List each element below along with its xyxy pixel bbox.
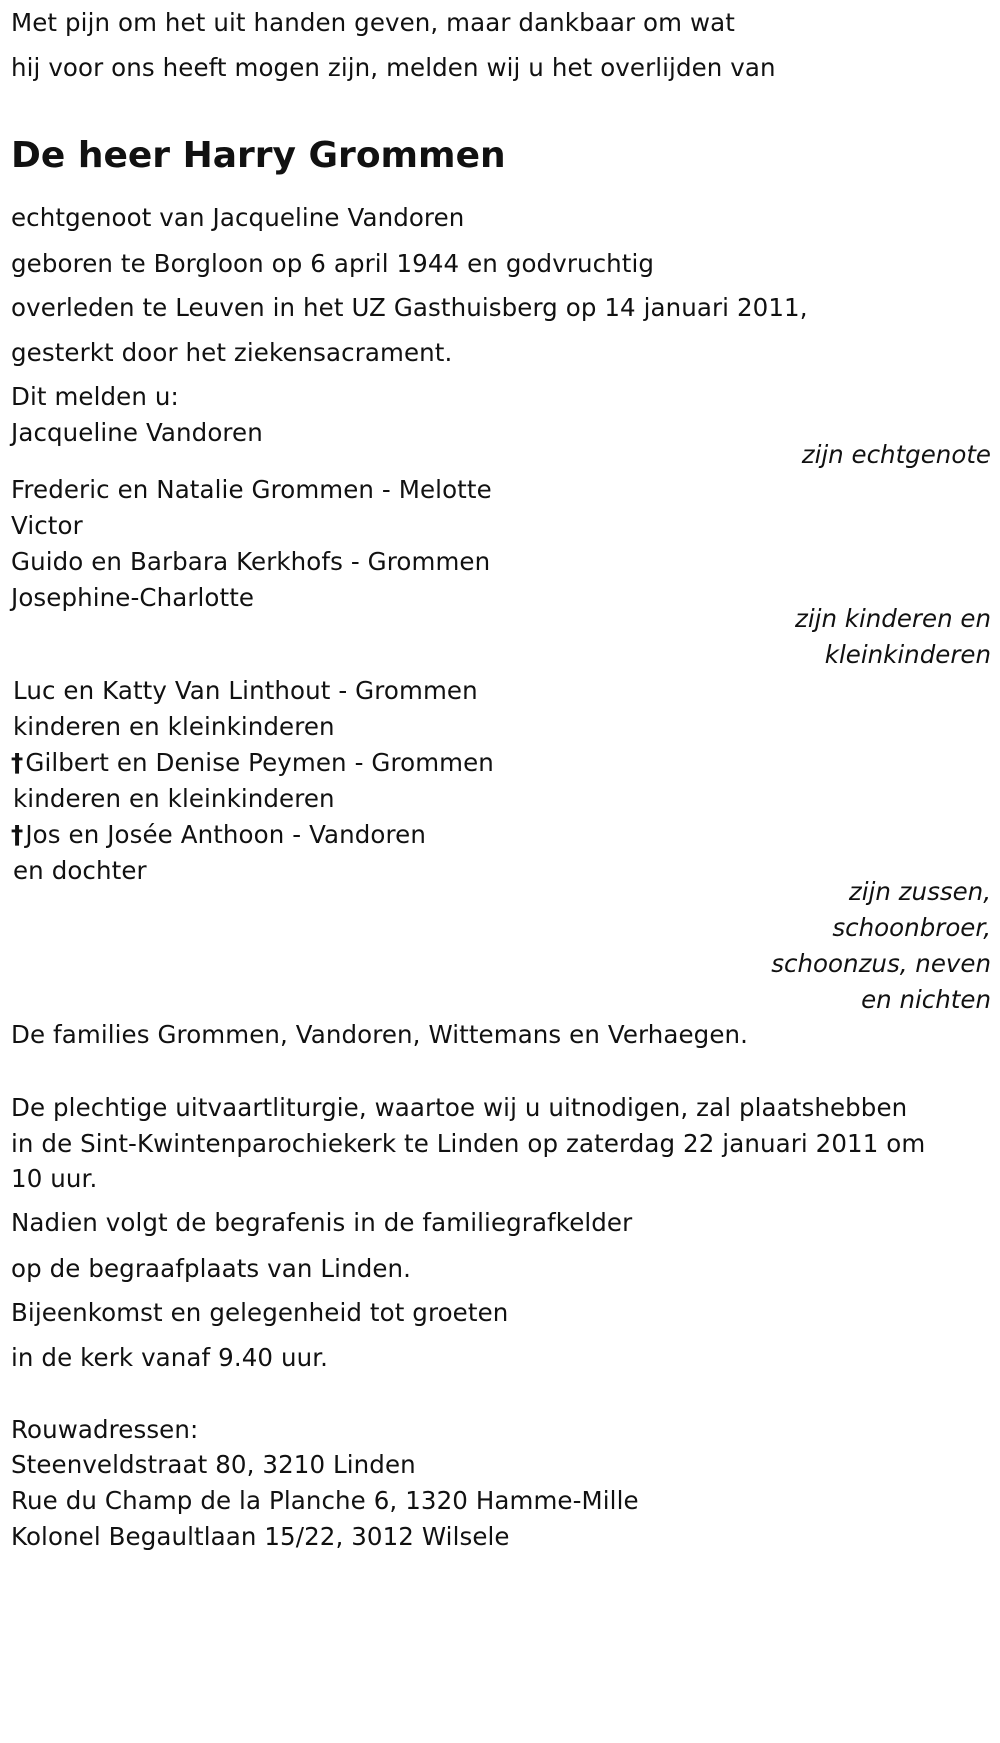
detail-line: gesterkt door het ziekensacrament.: [11, 338, 453, 367]
children-line: Guido en Barbara Kerkhofs - Grommen: [11, 547, 491, 576]
children-line: Frederic en Natalie Grommen - Melotte: [11, 475, 492, 504]
sibling-line: kinderen en kleinkinderen: [13, 712, 335, 741]
siblings-relation: schoonbroer,: [832, 913, 991, 942]
families-line: De families Grommen, Vandoren, Wittemans en Verhaegen.: [11, 1020, 749, 1049]
spouse-name: Jacqueline Vandoren: [11, 418, 263, 447]
children-relation: kleinkinderen: [824, 640, 991, 669]
children-line: Victor: [11, 511, 83, 540]
liturgy-line: De plechtige uitvaartliturgie, waartoe wij u uitnodigen, zal plaatshebben: [11, 1093, 908, 1122]
sibling-line: kinderen en kleinkinderen: [13, 784, 335, 813]
cross-symbol: †: [11, 748, 24, 777]
liturgy-line: in de Sint-Kwintenparochiekerk te Linden op zaterdag 22 januari 2011 om: [11, 1129, 926, 1158]
children-relation: zijn kinderen en: [795, 604, 991, 633]
burial-line: Bijeenkomst en gelegenheid tot groeten: [11, 1298, 509, 1327]
sibling-line: †Jos en Josée Anthoon - Vandoren: [11, 820, 426, 849]
address-line: Rue du Champ de la Planche 6, 1320 Hamme-Mille: [11, 1486, 639, 1515]
spouse-relation: zijn echtgenote: [801, 440, 991, 469]
announce-label: Dit melden u:: [11, 382, 179, 411]
intro-line: hij voor ons heeft mogen zijn, melden wij u het overlijden van: [11, 53, 776, 82]
burial-line: op de begraafplaats van Linden.: [11, 1254, 412, 1283]
children-line: Josephine-Charlotte: [11, 583, 255, 612]
liturgy-line: 10 uur.: [11, 1164, 98, 1193]
address-line: Kolonel Begaultlaan 15/22, 3012 Wilsele: [11, 1522, 510, 1551]
detail-line: geboren te Borgloon op 6 april 1944 en godvruchtig: [11, 249, 655, 278]
siblings-relation: en nichten: [861, 985, 991, 1014]
sibling-line: en dochter: [13, 856, 147, 885]
detail-line: overleden te Leuven in het UZ Gasthuisberg op 14 januari 2011,: [11, 293, 808, 322]
detail-line: echtgenoot van Jacqueline Vandoren: [11, 203, 465, 232]
deceased-name: De heer Harry Grommen: [11, 135, 506, 176]
cross-symbol: †: [11, 820, 24, 849]
intro-line: Met pijn om het uit handen geven, maar dankbaar om wat: [11, 8, 735, 37]
siblings-relation: schoonzus, neven: [771, 949, 991, 978]
address-line: Steenveldstraat 80, 3210 Linden: [11, 1450, 416, 1479]
siblings-relation: zijn zussen,: [848, 877, 991, 906]
sibling-line: Luc en Katty Van Linthout - Grommen: [13, 676, 478, 705]
sibling-line: †Gilbert en Denise Peymen - Grommen: [11, 748, 494, 777]
burial-line: Nadien volgt de begrafenis in de familiegrafkelder: [11, 1208, 633, 1237]
burial-line: in de kerk vanaf 9.40 uur.: [11, 1343, 329, 1372]
addresses-label: Rouwadressen:: [11, 1415, 199, 1444]
